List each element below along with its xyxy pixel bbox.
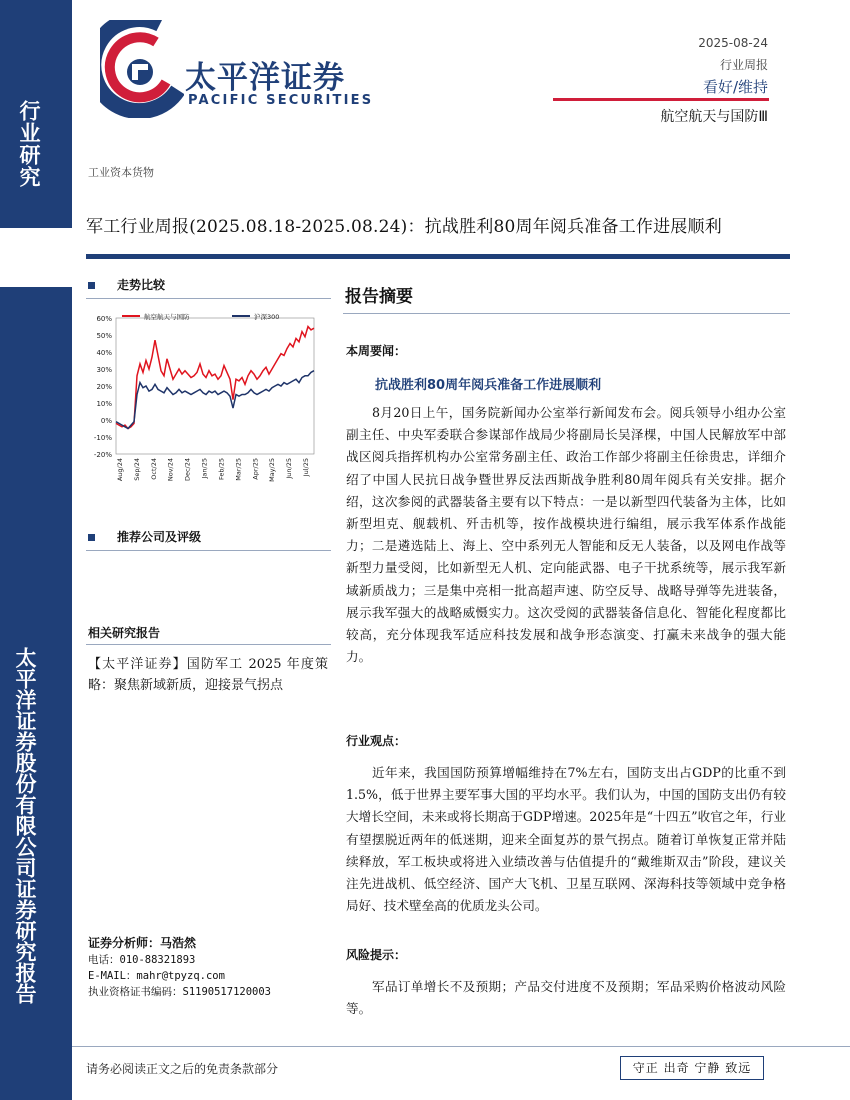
footer-motto: 守正 出奇 宁静 致远: [620, 1056, 764, 1080]
industry-name: 航空航天与国防Ⅲ: [660, 109, 768, 125]
related-heading: 相关研究报告: [88, 626, 161, 640]
view-heading: 行业观点：: [346, 734, 407, 748]
view-paragraph: 近年来，我国国防预算增幅维持在7%左右，国防支出占GDP的比重不到1.5%，低于世界主要军事大国的平均水平。我们认为，中国的国防支出仍有较大增长空间，未来或将长期高于GDP增速。2025年是“十四五”收官之年，行业有望摆脱近两年的低迷期，迎来全面复苏的景气拐点。随着订单恢复正常并陆续释放，军工板块或将进入业绩改善与估值提升的“戴维斯双击”阶段，建议关注先进战机、低空经济、国产大飞机、卫星互联网、深海科技等领域中竞争格局好、技术壁垒高的优质龙头公司。: [346, 765, 786, 914]
news-paragraph: 8月20日上午，国务院新闻办公室举行新闻发布会。阅兵领导小组办公室副主任、中央军委联合参谋部作战局少将副局长吴泽棵，中国人民解放军中部战区阅兵指挥机构办公室常务副主任、政治工作部少将副主任徐贵忠，详细介绍了中国人民抗日战争暨世界反法西斯战争胜利80周年阅兵有关安排。据介绍，这次参阅的武器装备主要有以下特点：一是以新型四代装备为主体，比如新型坦克、舰载机、歼击机等，按作战模块进行编组，展示我军体系作战能力；二是遴选陆上、海上、空中系列无人智能和反无人装备，以及网电作战等新型力量受阅，比如新型无人机、定向能武器、电子干扰系统等，展示我军新域新质战力；三是集中亮相一批高超声速、防空反导、战略导弹等先进装备，展示我军强大的战略威慑实力。这次受阅的武器装备信息化、智能化程度都比较高，充分体现我军适应科技发展和战争形态演变、打赢未来战争的强大能力。: [346, 405, 786, 665]
news-heading: 本周要闻：: [346, 344, 407, 358]
risk-paragraph: 军品订单增长不及预期；产品交付进度不及预期；军品采购价格波动风险等。: [346, 979, 786, 1017]
logo-name-cn: 太平洋证券: [185, 60, 345, 96]
y-tick-label: 20%: [96, 383, 112, 391]
y-tick-label: -10%: [93, 434, 112, 442]
series-line-1: [116, 371, 314, 429]
trend-chart: [86, 306, 326, 510]
summary-title: 报告摘要: [345, 287, 413, 307]
related-report-link[interactable]: 【太平洋证券】国防军工 2025 年度策略：聚焦新域新质，迎接景气拐点: [88, 657, 328, 693]
y-tick-label: 30%: [96, 366, 112, 374]
header-divider: [553, 98, 769, 101]
analyst-phone: 电话：010-88321893: [88, 954, 196, 966]
x-tick-label: Feb/25: [217, 458, 226, 480]
footer-disclaimer: 请务必阅读正文之后的免责条款部分: [86, 1062, 279, 1076]
x-tick-label: Nov/24: [166, 458, 175, 482]
company-logo-icon: [100, 20, 184, 122]
sector-label: 工业资本货物: [88, 166, 154, 179]
y-tick-label: 0%: [100, 417, 112, 425]
report-title: 军工行业周报(2025.08.18-2025.08.24)：抗战胜利80周年阅兵准备工作进展顺利: [86, 217, 722, 237]
divider: [86, 298, 331, 299]
divider: [343, 313, 790, 314]
sidebar-bottom: [0, 287, 72, 1100]
square-bullet-icon: [88, 282, 95, 289]
x-tick-label: Jan/25: [200, 458, 209, 479]
x-tick-label: Sep/24: [132, 458, 141, 481]
rating: 看好/维持: [702, 78, 768, 96]
y-tick-label: 60%: [96, 315, 112, 323]
x-tick-label: Jul/25: [302, 458, 310, 477]
square-bullet-icon: [88, 534, 95, 541]
divider: [86, 550, 331, 551]
risk-heading: 风险提示：: [346, 948, 407, 962]
logo-name-en: PACIFIC SECURITIES: [188, 93, 374, 108]
x-tick-label: Oct/24: [149, 458, 158, 480]
y-tick-label: -20%: [93, 451, 112, 459]
sidebar-top: [0, 0, 72, 228]
sidebar-bottom-label: 太平洋证券股份有限公司证券研究报告: [13, 647, 37, 1004]
legend-label: 沪深300: [254, 313, 280, 321]
analyst-heading: 证券分析师：马浩然: [88, 936, 197, 950]
divider: [86, 644, 331, 645]
y-tick-label: 10%: [96, 400, 112, 408]
analyst-cert: 执业资格证书编码：S1190517120003: [88, 986, 272, 998]
x-tick-label: May/25: [268, 458, 277, 482]
recommend-heading: 推荐公司及评级: [88, 528, 201, 545]
x-tick-label: Jun/25: [285, 458, 294, 479]
series-line-0: [116, 327, 314, 429]
title-rule: [86, 254, 790, 259]
report-date: 2025-08-24: [698, 36, 768, 50]
trend-heading: 走势比较: [88, 276, 165, 293]
footer-divider: [72, 1046, 850, 1047]
x-tick-label: Mar/25: [234, 458, 243, 481]
x-tick-label: Dec/24: [183, 458, 192, 482]
y-tick-label: 40%: [96, 349, 112, 357]
legend-label: 航空航天与国防: [144, 313, 190, 321]
sidebar-top-label: 行业研究: [17, 100, 41, 188]
x-tick-label: Apr/25: [251, 458, 260, 480]
analyst-email[interactable]: E-MAIL：mahr@tpyzq.com: [88, 970, 225, 982]
x-tick-label: Aug/24: [116, 458, 124, 482]
y-tick-label: 50%: [96, 332, 112, 340]
report-type: 行业周报: [719, 58, 768, 72]
news-title: 抗战胜利80周年阅兵准备工作进展顺利: [375, 378, 602, 393]
